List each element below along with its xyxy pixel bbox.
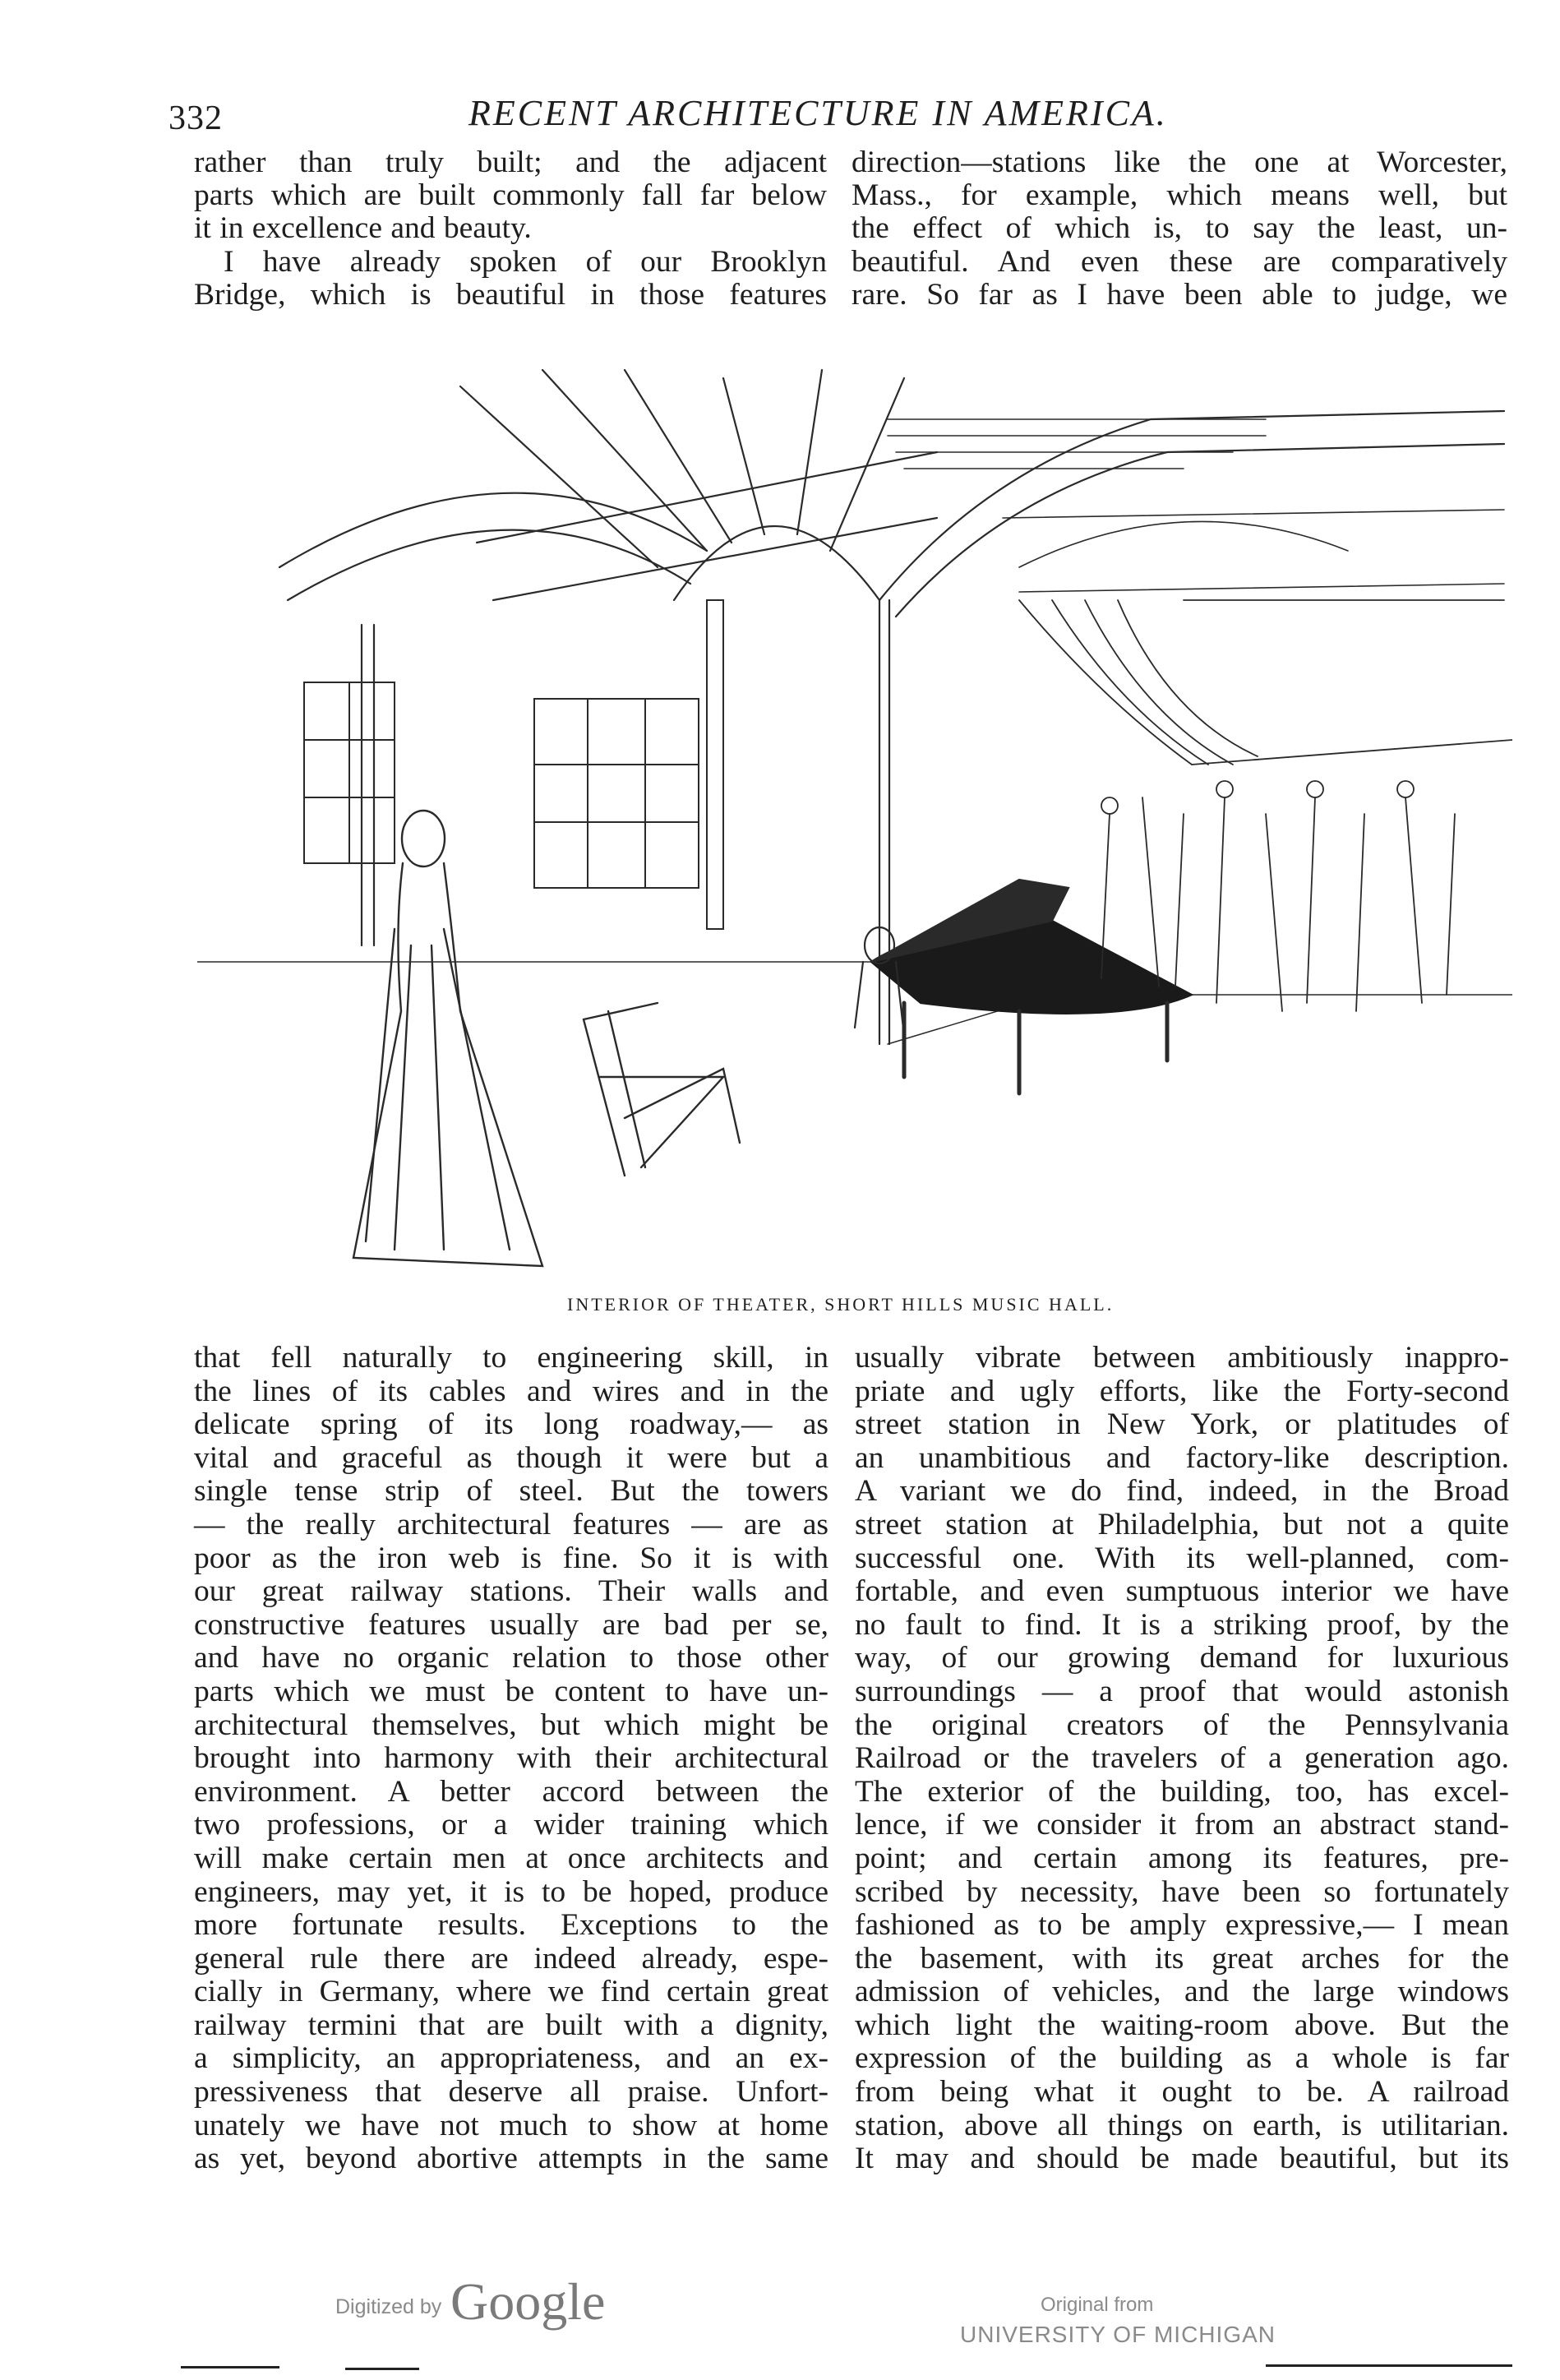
text-line: parts which are built commonly fall far below (194, 178, 827, 213)
text-line: I have already spoken of our Brooklyn (224, 244, 827, 279)
text-line: fortable, and even sumptuous interior we have (855, 1574, 1509, 1609)
text-line: engineers, may yet, it is to be hoped, produce (194, 1874, 828, 1909)
text-line: that fell naturally to engineering skill, in (194, 1341, 828, 1375)
page-number: 332 (168, 99, 223, 137)
balcony-brickwork-drawing (888, 419, 1504, 592)
text-line: a simplicity, an appropriateness, and an ex- (194, 2041, 828, 2076)
text-line: lence, if we consider it from an abstract stand- (855, 1808, 1509, 1842)
text-line: constructive features usually are bad per se, (194, 1607, 828, 1642)
text-line: Railroad or the travelers of a generation ago. (855, 1741, 1509, 1776)
illustration-caption: INTERIOR OF THEATER, SHORT HILLS MUSIC HALL. (567, 1294, 1115, 1315)
text-line: the effect of which is, to say the least, un- (852, 211, 1507, 246)
theater-interior-illustration (197, 354, 1512, 1282)
text-line: and have no organic relation to those other (194, 1641, 828, 1675)
text-line: The exterior of the building, too, has excel- (855, 1774, 1509, 1809)
text-column-bottom-right (855, 1342, 1509, 2176)
digitized-by-label: Digitized by (335, 2295, 442, 2318)
windows-drawing (304, 600, 723, 929)
text-line: It may and should be made beautiful, but its (855, 2142, 1509, 2176)
text-line: surroundings — a proof that would astonish (855, 1674, 1509, 1708)
text-line: way, of our growing demand for luxurious (855, 1641, 1509, 1675)
university-label: UNIVERSITY OF MICHIGAN (960, 2322, 1276, 2347)
google-logo: Google (450, 2272, 606, 2331)
text-column-top-left (194, 146, 827, 312)
text-line: environment. A better accord between the (194, 1774, 828, 1809)
scan-artifact (345, 2368, 419, 2370)
text-line: an unambitious and factory-like description. (855, 1440, 1509, 1475)
text-line: no fault to find. It is a striking proof, by the (855, 1607, 1509, 1642)
text-line: point; and certain among its features, pre- (855, 1841, 1509, 1875)
text-line: delicate spring of its long roadway,— as (194, 1407, 828, 1442)
text-line: more fortunate results. Exceptions to the (194, 1908, 828, 1943)
text-line: the original creators of the Pennsylvania (855, 1708, 1509, 1742)
text-line: poor as the iron web is fine. So it is with (194, 1541, 828, 1575)
text-line: street station at Philadelphia, but not a quite (855, 1507, 1509, 1541)
text-line: priate and ugly efforts, like the Forty-second (855, 1374, 1509, 1408)
text-line: two professions, or a wider training which (194, 1808, 828, 1842)
stage-curtain-drawing (1019, 600, 1512, 765)
text-line: architectural themselves, but which might be (194, 1708, 828, 1742)
text-line: Mass., for example, which means well, but (852, 178, 1507, 213)
text-line: as yet, beyond abortive attempts in the same (194, 2142, 828, 2176)
running-title: RECENT ARCHITECTURE IN AMERICA. (468, 93, 1168, 133)
text-line: Bridge, which is beautiful in those features (194, 277, 827, 312)
text-line: which light the waiting-room above. But the (855, 2008, 1509, 2042)
grand-piano-drawing (855, 880, 1192, 1093)
text-line: station, above all things on earth, is utilitarian. (855, 2108, 1509, 2142)
text-column-top-right (852, 146, 1507, 312)
text-line: street station in New York, or platitudes of (855, 1407, 1509, 1442)
text-line: railway termini that are built with a dignity, (194, 2008, 828, 2042)
text-line: A variant we do find, indeed, in the Broad (855, 1474, 1509, 1509)
text-line: cially in Germany, where we find certain great (194, 1975, 828, 2009)
text-line: will make certain men at once architects and (194, 1841, 828, 1875)
text-line: successful one. With its well-planned, com- (855, 1541, 1509, 1575)
floor-drawing (197, 962, 1512, 1044)
text-column-bottom-left (194, 1342, 828, 2176)
text-line: brought into harmony with their architectural (194, 1741, 828, 1776)
text-line: single tense strip of steel. But the towers (194, 1474, 828, 1509)
text-line: beautiful. And even these are comparatively (852, 244, 1507, 279)
text-line: it in excellence and beauty. (194, 211, 532, 246)
text-line: — the really architectural features — are as (194, 1507, 828, 1541)
folding-chair-drawing (584, 1003, 740, 1176)
text-line: usually vibrate between ambitiously inappro- (855, 1341, 1509, 1375)
text-line: from being what it ought to be. A railroad (855, 2075, 1509, 2110)
text-line: rare. So far as I have been able to judge, we (852, 277, 1507, 312)
text-line: vital and graceful as though it were but a (194, 1440, 828, 1475)
text-line: the lines of its cables and wires and in the (194, 1374, 828, 1408)
text-line: pressiveness that deserve all praise. Unfort- (194, 2075, 828, 2110)
text-line: our great railway stations. Their walls and (194, 1574, 828, 1609)
text-line: admission of vehicles, and the large windows (855, 1975, 1509, 2009)
text-line: general rule there are indeed already, espe- (194, 1941, 828, 1976)
text-line: expression of the building as a whole is far (855, 2041, 1509, 2076)
scan-artifact (181, 2366, 279, 2368)
text-line: scribed by necessity, have been so fortunately (855, 1874, 1509, 1909)
text-line: unately we have not much to show at home (194, 2108, 828, 2142)
woman-in-gown-drawing (353, 811, 542, 1266)
text-line: fashioned as to be amply expressive,— I mean (855, 1908, 1509, 1943)
text-line: direction—stations like the one at Worcester, (852, 146, 1507, 179)
text-line: rather than truly built; and the adjacent (194, 146, 827, 179)
scan-artifact (1266, 2364, 1512, 2367)
original-from-label: Original from (1041, 2294, 1154, 2316)
text-line: the basement, with its great arches for the (855, 1941, 1509, 1976)
text-line: parts which we must be content to have un- (194, 1674, 828, 1708)
vaulted-ceiling-drawing (279, 370, 1504, 1044)
